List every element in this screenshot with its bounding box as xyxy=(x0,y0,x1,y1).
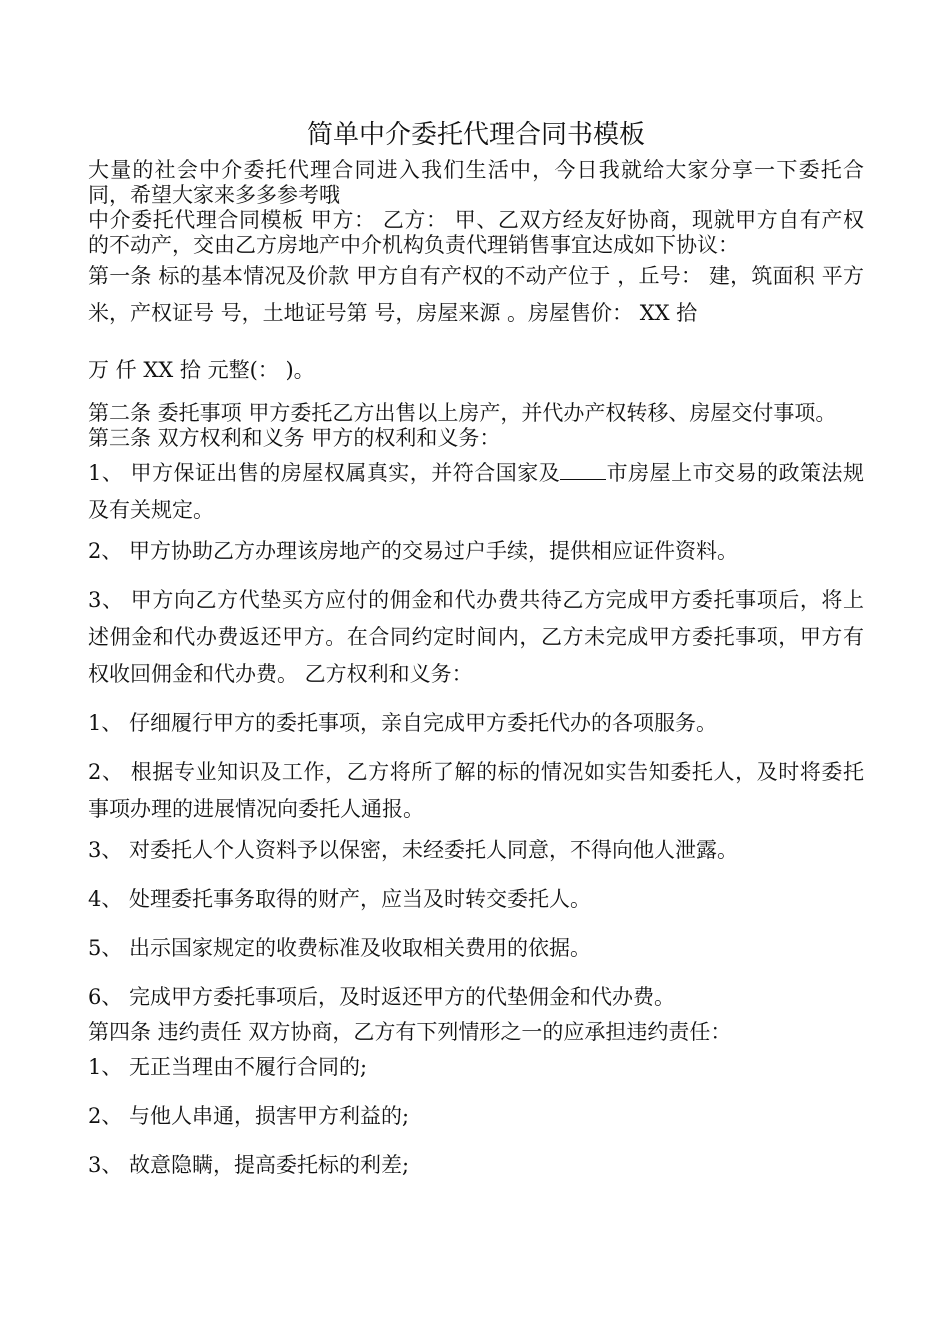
party-b-item-4: 4、 处理委托事务取得的财产，应当及时转交委托人。 xyxy=(88,887,592,911)
article-3-heading: 第三条 双方权利和义务 甲方的权利和义务： xyxy=(88,426,501,450)
preamble-paragraph: 中介委托代理合同模板 甲方： 乙方： 甲、乙双方经友好协商，现就甲方自有产权的不动产，交由乙方房地产中介机构负责代理销售事宜达成如下协议： xyxy=(88,208,864,257)
party-a-item-1-pre: 1、 甲方保证出售的房屋权属真实，并符合国家及 xyxy=(88,461,561,485)
party-b-item-1: 1、 仔细履行甲方的委托事项，亲自完成甲方委托代办的各项服务。 xyxy=(88,711,718,735)
fill-in-blank xyxy=(560,461,606,480)
party-a-item-2: 2、 甲方协助乙方办理该房地产的交易过户手续，提供相应证件资料。 xyxy=(88,539,739,563)
breach-item-1: 1、 无正当理由不履行合同的; xyxy=(88,1055,368,1079)
article-1-paragraph: 第一条 标的基本情况及价款 甲方自有产权的不动产位于 ，丘号： 建，筑面积 平方米，产权证号 号，土地证号第 号，房屋来源 。房屋售价： XX 拾 xyxy=(88,264,864,325)
party-a-item-1-post: 市房屋上市交易的政策法规及有关规定。 xyxy=(88,461,864,522)
breach-item-2: 2、 与他人串通，损害甲方利益的; xyxy=(88,1104,410,1128)
article-1-price-line: 万 仟 XX 拾 元整(： )。 xyxy=(88,358,315,382)
document-page xyxy=(88,118,864,1184)
article-2-paragraph: 第二条 委托事项 甲方委托乙方出售以上房产，并代办产权转移、房屋交付事项。 xyxy=(88,401,837,425)
article-4-heading: 第四条 违约责任 双方协商，乙方有下列情形之一的应承担违约责任： xyxy=(88,1020,732,1044)
document-title: 简单中介委托代理合同书模板 xyxy=(306,120,645,150)
breach-item-3: 3、 故意隐瞒，提高委托标的利差; xyxy=(88,1153,410,1177)
party-b-item-5: 5、 出示国家规定的收费标准及收取相关费用的依据。 xyxy=(88,936,592,960)
party-b-item-6: 6、 完成甲方委托事项后，及时返还甲方的代垫佣金和代办费。 xyxy=(88,985,676,1009)
intro-paragraph: 大量的社会中介委托代理合同进入我们生活中，今日我就给大家分享一下委托合同，希望大家来多多参考哦 xyxy=(88,158,864,207)
party-a-item-3: 3、 甲方向乙方代垫买方应付的佣金和代办费共待乙方完成甲方委托事项后，将上述佣金和代办费返还甲方。在合同约定时间内，乙方未完成甲方委托事项，甲方有权收回佣金和代办费。 乙方权利和义务： xyxy=(88,588,864,686)
party-a-item-1 xyxy=(88,455,864,529)
party-b-item-3: 3、 对委托人个人资料予以保密，未经委托人同意，不得向他人泄露。 xyxy=(88,838,739,862)
party-b-item-2: 2、 根据专业知识及工作，乙方将所了解的标的情况如实告知委托人，及时将委托事项办理的进展情况向委托人通报。 xyxy=(88,760,864,821)
